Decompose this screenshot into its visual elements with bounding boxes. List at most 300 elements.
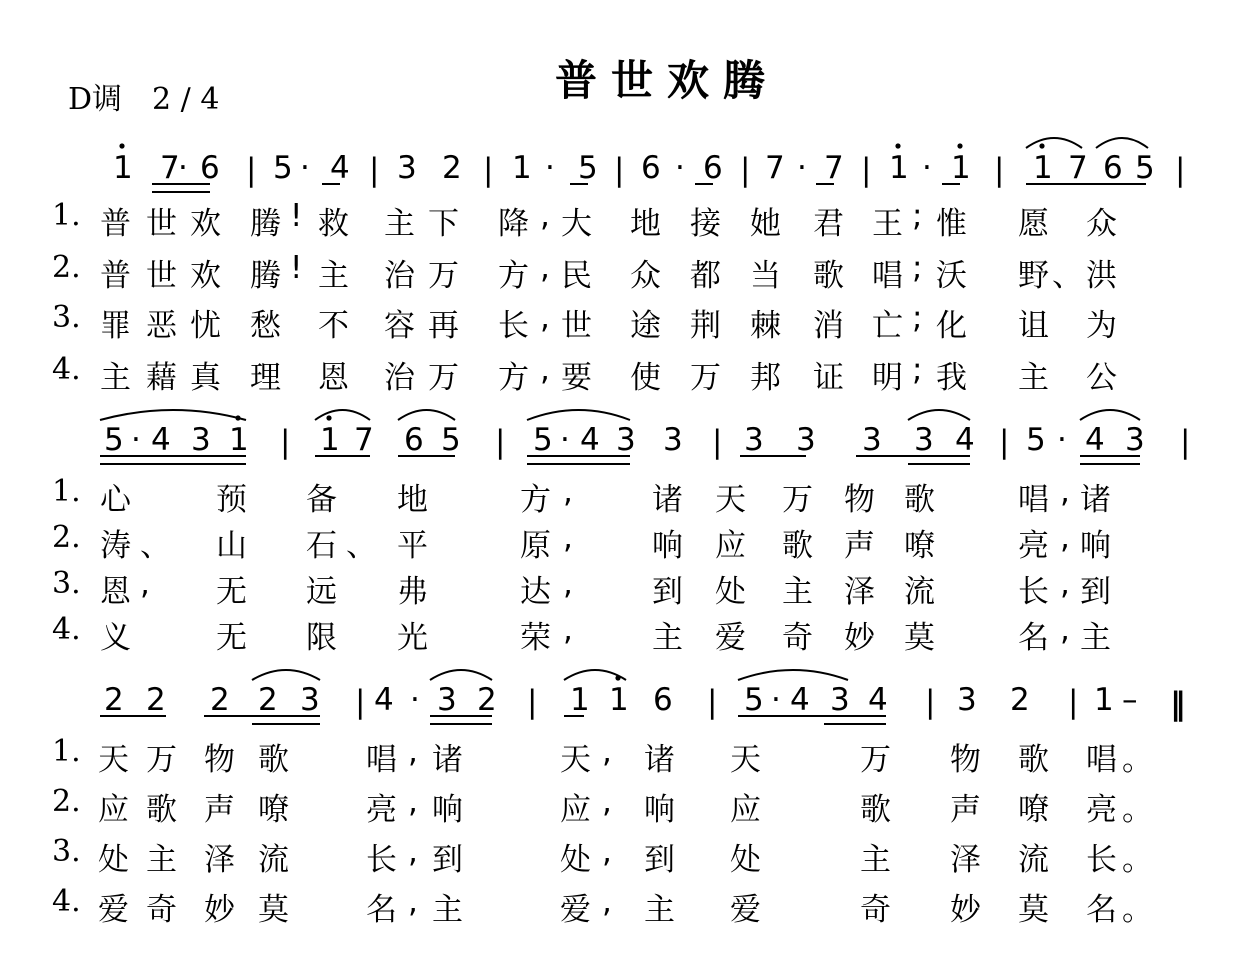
lyric-char: 再 bbox=[428, 308, 459, 344]
note: 5 bbox=[273, 150, 293, 186]
octave-dot bbox=[119, 143, 124, 148]
note: 1 bbox=[512, 150, 532, 186]
note: 3 bbox=[191, 422, 211, 458]
lyric-char: 使 bbox=[630, 360, 661, 396]
lyric-verse-1 bbox=[0, 198, 1238, 242]
lyric-char: , bbox=[540, 250, 550, 286]
lyric-char: 天 bbox=[98, 742, 129, 778]
barline: | bbox=[994, 152, 1005, 188]
note: 3 bbox=[796, 422, 816, 458]
lyric-char: 荣 bbox=[520, 620, 551, 656]
lyric-char: 爱 bbox=[560, 892, 591, 928]
lyric-char: 名 bbox=[1086, 892, 1117, 928]
lyric-char: 处 bbox=[715, 574, 746, 610]
note: 6 bbox=[404, 422, 424, 458]
lyric-char: , bbox=[1060, 612, 1070, 648]
lyric-char: 莫 bbox=[258, 892, 289, 928]
lyric-char: 、 bbox=[346, 528, 377, 564]
lyric-verse-2 bbox=[0, 784, 1238, 828]
lyric-char: 嘹 bbox=[258, 792, 289, 828]
lyric-char: 义 bbox=[100, 620, 131, 656]
note: 6 bbox=[1103, 150, 1123, 186]
lyric-char: 证 bbox=[813, 360, 844, 396]
lyric-char: 主 bbox=[1080, 620, 1111, 656]
lyric-char: 歌 bbox=[860, 792, 891, 828]
lyric-char: 化 bbox=[936, 308, 967, 344]
slur bbox=[527, 410, 630, 420]
note: 1 bbox=[951, 150, 971, 186]
lyric-char: 万 bbox=[146, 742, 177, 778]
lyric-char: 歌 bbox=[1018, 742, 1049, 778]
note: 2 bbox=[258, 682, 278, 718]
verse-number: 3. bbox=[52, 300, 81, 335]
lyric-char: 应 bbox=[98, 792, 129, 828]
note: 2 bbox=[104, 682, 124, 718]
lyric-char: 响 bbox=[644, 792, 675, 828]
lyric-char: 嘹 bbox=[1018, 792, 1049, 828]
lyric-char: 不 bbox=[318, 308, 349, 344]
note: 5 bbox=[1026, 422, 1046, 458]
lyric-verse-1 bbox=[0, 474, 1238, 518]
lyric-char: 万 bbox=[428, 258, 459, 294]
note: 4 bbox=[955, 422, 975, 458]
lyric-char: 世 bbox=[146, 258, 177, 294]
lyric-char: 无 bbox=[216, 574, 247, 610]
lyric-char: 。 bbox=[1122, 792, 1153, 828]
note: 4 bbox=[1085, 422, 1105, 458]
slur bbox=[252, 670, 320, 680]
lyric-char: 诸 bbox=[644, 742, 675, 778]
barline: | bbox=[246, 152, 257, 188]
note: · bbox=[545, 150, 555, 186]
verse-number: 2. bbox=[52, 250, 81, 285]
lyric-char: 消 bbox=[813, 308, 844, 344]
lyric-char: 罪 bbox=[100, 308, 131, 344]
lyric-char: 长 bbox=[1086, 842, 1117, 878]
lyric-char: 奇 bbox=[782, 620, 813, 656]
lyric-char: 长 bbox=[366, 842, 397, 878]
note: · bbox=[560, 422, 570, 458]
lyric-char: 到 bbox=[644, 842, 675, 878]
lyric-char: 我 bbox=[936, 360, 967, 396]
lyric-char: 亮 bbox=[366, 792, 397, 828]
verse-number: 1. bbox=[52, 474, 81, 509]
note: 1 bbox=[889, 150, 909, 186]
lyric-char: ; bbox=[912, 352, 923, 388]
lyric-char: 她 bbox=[750, 206, 781, 242]
octave-dot bbox=[326, 415, 331, 420]
lyric-char: 主 bbox=[782, 574, 813, 610]
lyric-char: 愁 bbox=[250, 308, 281, 344]
barline: | bbox=[495, 424, 506, 460]
note: 5 bbox=[578, 150, 598, 186]
lyric-char: 唱 bbox=[1086, 742, 1117, 778]
note: 7 bbox=[1068, 150, 1088, 186]
octave-dot bbox=[1039, 143, 1044, 148]
lyric-verse-1 bbox=[0, 734, 1238, 778]
lyric-char: 预 bbox=[216, 482, 247, 518]
note: 1 bbox=[1094, 682, 1114, 718]
note: 1 bbox=[609, 682, 629, 718]
lyric-char: 流 bbox=[904, 574, 935, 610]
lyric-char: 唱 bbox=[1018, 482, 1049, 518]
note: 3 bbox=[616, 422, 636, 458]
lyric-char: 腾 bbox=[250, 206, 281, 242]
note: 7 bbox=[354, 422, 374, 458]
note: 2 bbox=[477, 682, 497, 718]
lyric-char: 诅 bbox=[1018, 308, 1049, 344]
lyric-char: 下 bbox=[428, 206, 459, 242]
lyric-char: 应 bbox=[730, 792, 761, 828]
lyric-verse-4 bbox=[0, 352, 1238, 396]
lyric-char: 亮 bbox=[1018, 528, 1049, 564]
lyric-char: , bbox=[540, 352, 550, 388]
lyric-char: 妙 bbox=[950, 892, 981, 928]
slur bbox=[315, 410, 370, 420]
note: 5 bbox=[1135, 150, 1155, 186]
lyric-char: 明 bbox=[872, 360, 903, 396]
note: 3 bbox=[437, 682, 457, 718]
lyric-char: 万 bbox=[428, 360, 459, 396]
verse-number: 1. bbox=[52, 734, 81, 769]
lyric-char: 天 bbox=[560, 742, 591, 778]
lyric-char: 欢 bbox=[190, 206, 221, 242]
lyric-char: 响 bbox=[652, 528, 683, 564]
lyric-char: 长 bbox=[1018, 574, 1049, 610]
lyric-char: 主 bbox=[100, 360, 131, 396]
lyric-char: 治 bbox=[384, 360, 415, 396]
lyric-char: 主 bbox=[432, 892, 463, 928]
lyric-char: 藉 bbox=[146, 360, 177, 396]
lyric-char: 奇 bbox=[146, 892, 177, 928]
lyric-char: 妙 bbox=[204, 892, 235, 928]
lyric-verse-3 bbox=[0, 566, 1238, 610]
staff-3-svg bbox=[0, 668, 1238, 738]
lyric-char: 荆 bbox=[690, 308, 721, 344]
barline: | bbox=[483, 152, 494, 188]
note: · bbox=[300, 150, 310, 186]
lyric-char: 声 bbox=[204, 792, 235, 828]
verse-number: 4. bbox=[52, 612, 81, 647]
lyric-char: 主 bbox=[1018, 360, 1049, 396]
lyric-char: 泽 bbox=[950, 842, 981, 878]
note: · bbox=[797, 150, 807, 186]
note: 6 bbox=[200, 150, 220, 186]
lyric-char: 治 bbox=[384, 258, 415, 294]
lyric-char: 爱 bbox=[98, 892, 129, 928]
lyric-char: 主 bbox=[318, 258, 349, 294]
lyric-char: , bbox=[563, 474, 573, 510]
lyric-char: 欢 bbox=[190, 258, 221, 294]
lyric-char: 奇 bbox=[860, 892, 891, 928]
slur bbox=[1080, 410, 1140, 420]
lyric-char: 方 bbox=[520, 482, 551, 518]
lyric-char: , bbox=[1060, 520, 1070, 556]
octave-dot bbox=[957, 143, 962, 148]
lyric-char: 地 bbox=[397, 482, 428, 518]
lyric-char: 理 bbox=[250, 360, 281, 396]
lyric-char: 都 bbox=[690, 258, 721, 294]
note: 3 bbox=[914, 422, 934, 458]
lyric-char: 亮 bbox=[1086, 792, 1117, 828]
lyric-char: , bbox=[1060, 566, 1070, 602]
lyric-char: 主 bbox=[644, 892, 675, 928]
note: 3 bbox=[957, 682, 977, 718]
lyric-char: 普 bbox=[100, 206, 131, 242]
lyric-char: 方 bbox=[498, 360, 529, 396]
lyric-char: ! bbox=[290, 198, 303, 234]
barline: | bbox=[707, 684, 718, 720]
lyric-char: , bbox=[408, 784, 418, 820]
note: 4 bbox=[374, 682, 394, 718]
staff-3 bbox=[0, 668, 1238, 738]
lyric-char: 主 bbox=[652, 620, 683, 656]
barline: | bbox=[355, 684, 366, 720]
note: – bbox=[1122, 682, 1138, 718]
lyric-char: 物 bbox=[204, 742, 235, 778]
lyric-char: 声 bbox=[950, 792, 981, 828]
note: 1 bbox=[113, 150, 133, 186]
verse-number: 3. bbox=[52, 834, 81, 869]
lyric-char: 涛 bbox=[100, 528, 131, 564]
lyric-char: 愿 bbox=[1018, 206, 1049, 242]
barline: | bbox=[712, 424, 723, 460]
note: 1 bbox=[570, 682, 590, 718]
lyric-char: 处 bbox=[560, 842, 591, 878]
note: 4 bbox=[868, 682, 888, 718]
lyric-char: 到 bbox=[432, 842, 463, 878]
note: 7 bbox=[765, 150, 785, 186]
staff-2 bbox=[0, 408, 1238, 478]
lyric-char: 沃 bbox=[936, 258, 967, 294]
lyric-char: , bbox=[563, 566, 573, 602]
lyric-char: 地 bbox=[630, 206, 661, 242]
lyric-char: 山 bbox=[216, 528, 247, 564]
lyric-verse-4 bbox=[0, 612, 1238, 656]
note: 7 bbox=[824, 150, 844, 186]
staff-1 bbox=[0, 136, 1238, 206]
verse-number: 4. bbox=[52, 884, 81, 919]
lyric-char: ! bbox=[290, 250, 303, 286]
lyric-char: 歌 bbox=[146, 792, 177, 828]
lyric-char: 弗 bbox=[397, 574, 428, 610]
note: 3 bbox=[830, 682, 850, 718]
lyric-char: , bbox=[408, 734, 418, 770]
lyric-char: 万 bbox=[690, 360, 721, 396]
note: 2 bbox=[146, 682, 166, 718]
lyric-char: 世 bbox=[561, 308, 592, 344]
lyric-char: 主 bbox=[860, 842, 891, 878]
lyric-char: 主 bbox=[384, 206, 415, 242]
barline: | bbox=[999, 424, 1010, 460]
lyric-char: 途 bbox=[630, 308, 661, 344]
lyric-char: 歌 bbox=[813, 258, 844, 294]
barline: | bbox=[861, 152, 872, 188]
lyric-char: 众 bbox=[630, 258, 661, 294]
lyric-char: , bbox=[602, 784, 612, 820]
lyric-char: 天 bbox=[730, 742, 761, 778]
lyric-char: 声 bbox=[844, 528, 875, 564]
verse-number: 2. bbox=[52, 784, 81, 819]
lyric-char: 唱 bbox=[366, 742, 397, 778]
lyric-char: 君 bbox=[813, 206, 844, 242]
lyric-char: 诸 bbox=[652, 482, 683, 518]
note: · bbox=[131, 422, 141, 458]
lyric-char: , bbox=[408, 884, 418, 920]
lyric-char: 处 bbox=[98, 842, 129, 878]
lyric-char: 万 bbox=[782, 482, 813, 518]
verse-number: 1. bbox=[52, 198, 81, 233]
lyric-char: 无 bbox=[216, 620, 247, 656]
note: 7 bbox=[160, 150, 180, 186]
song-title: 普世欢腾 bbox=[555, 56, 780, 105]
lyric-char: 心 bbox=[100, 482, 131, 518]
lyric-char: , bbox=[540, 198, 550, 234]
lyric-char: 方 bbox=[498, 258, 529, 294]
lyric-char: 长 bbox=[498, 308, 529, 344]
lyric-char: 石 bbox=[306, 528, 337, 564]
lyric-char: 接 bbox=[690, 206, 721, 242]
lyric-char: 天 bbox=[715, 482, 746, 518]
lyric-char: 光 bbox=[397, 620, 428, 656]
note: 6 bbox=[703, 150, 723, 186]
lyric-char: 嘹 bbox=[904, 528, 935, 564]
barline: | bbox=[527, 684, 538, 720]
lyric-char: 爱 bbox=[730, 892, 761, 928]
lyric-verse-3 bbox=[0, 300, 1238, 344]
lyric-char: 歌 bbox=[258, 742, 289, 778]
lyric-char: 恩 bbox=[100, 574, 131, 610]
lyric-char: 为 bbox=[1086, 308, 1117, 344]
lyric-char: 响 bbox=[1080, 528, 1111, 564]
lyric-char: 到 bbox=[652, 574, 683, 610]
lyric-verse-2 bbox=[0, 250, 1238, 294]
verse-number: 3. bbox=[52, 566, 81, 601]
lyric-char: 响 bbox=[432, 792, 463, 828]
lyric-char: 物 bbox=[844, 482, 875, 518]
lyric-char: 。 bbox=[1122, 892, 1153, 928]
note: 5 bbox=[441, 422, 461, 458]
lyric-char: 众 bbox=[1086, 206, 1117, 242]
lyric-char: 流 bbox=[258, 842, 289, 878]
lyric-char: , bbox=[602, 734, 612, 770]
lyric-char: 达 bbox=[520, 574, 551, 610]
note: 6 bbox=[653, 682, 673, 718]
lyric-char: 物 bbox=[950, 742, 981, 778]
note: · bbox=[410, 682, 420, 718]
lyric-char: 棘 bbox=[750, 308, 781, 344]
lyric-char: 限 bbox=[306, 620, 337, 656]
lyric-char: 恶 bbox=[146, 308, 177, 344]
note: 5 bbox=[104, 422, 124, 458]
lyric-verse-3 bbox=[0, 834, 1238, 878]
lyric-char: 、 bbox=[140, 528, 171, 564]
lyric-char: 惟 bbox=[936, 206, 967, 242]
lyric-char: , bbox=[602, 884, 612, 920]
lyric-char: 歌 bbox=[782, 528, 813, 564]
lyric-char: 大 bbox=[561, 206, 592, 242]
lyric-char: 诸 bbox=[432, 742, 463, 778]
lyric-char: 主 bbox=[146, 842, 177, 878]
lyric-char: 远 bbox=[306, 574, 337, 610]
lyric-char: 亡 bbox=[872, 308, 903, 344]
note: 4 bbox=[790, 682, 810, 718]
lyric-verse-2 bbox=[0, 520, 1238, 564]
lyric-char: 平 bbox=[397, 528, 428, 564]
lyric-char: 世 bbox=[146, 206, 177, 242]
note: 4 bbox=[151, 422, 171, 458]
lyric-char: 、 bbox=[1052, 258, 1083, 294]
lyric-char: ; bbox=[912, 198, 923, 234]
note: 5 bbox=[744, 682, 764, 718]
barline: ‖ bbox=[1170, 686, 1186, 722]
lyric-char: 降 bbox=[498, 206, 529, 242]
lyric-char: 普 bbox=[100, 258, 131, 294]
lyric-char: 当 bbox=[750, 258, 781, 294]
lyric-char: 万 bbox=[860, 742, 891, 778]
note: 5 bbox=[533, 422, 553, 458]
slur bbox=[430, 670, 492, 680]
note: · bbox=[1057, 422, 1067, 458]
lyric-char: , bbox=[140, 566, 150, 602]
lyric-char: 民 bbox=[561, 258, 592, 294]
lyric-char: 恩 bbox=[318, 360, 349, 396]
lyric-char: 要 bbox=[561, 360, 592, 396]
slur bbox=[100, 410, 246, 420]
note: 2 bbox=[210, 682, 230, 718]
lyric-char: 泽 bbox=[204, 842, 235, 878]
note: 4 bbox=[580, 422, 600, 458]
note: · bbox=[675, 150, 685, 186]
lyric-char: 应 bbox=[560, 792, 591, 828]
lyric-char: , bbox=[563, 520, 573, 556]
note: 3 bbox=[397, 150, 417, 186]
slur bbox=[1026, 138, 1082, 148]
lyric-char: 。 bbox=[1122, 842, 1153, 878]
barline: | bbox=[925, 684, 936, 720]
lyric-char: , bbox=[1060, 474, 1070, 510]
barline: | bbox=[614, 152, 625, 188]
lyric-char: 莫 bbox=[1018, 892, 1049, 928]
note: 2 bbox=[1010, 682, 1030, 718]
lyric-char: 名 bbox=[366, 892, 397, 928]
lyric-char: 名 bbox=[1018, 620, 1049, 656]
verse-number: 2. bbox=[52, 520, 81, 555]
barline: | bbox=[1175, 152, 1186, 188]
lyric-char: 诸 bbox=[1080, 482, 1111, 518]
lyric-char: ; bbox=[912, 300, 923, 336]
note: 3 bbox=[744, 422, 764, 458]
lyric-char: 。 bbox=[1122, 742, 1153, 778]
lyric-char: 到 bbox=[1080, 574, 1111, 610]
lyric-char: 忧 bbox=[190, 308, 221, 344]
lyric-char: 邦 bbox=[750, 360, 781, 396]
note: · bbox=[771, 682, 781, 718]
barline: | bbox=[1180, 424, 1191, 460]
lyric-char: 野 bbox=[1018, 258, 1049, 294]
lyric-char: , bbox=[540, 300, 550, 336]
slur bbox=[738, 670, 848, 680]
lyric-char: 备 bbox=[306, 482, 337, 518]
slur bbox=[1096, 138, 1148, 148]
note: 3 bbox=[862, 422, 882, 458]
note: 4 bbox=[330, 150, 350, 186]
lyric-char: 洪 bbox=[1086, 258, 1117, 294]
lyric-char: , bbox=[563, 612, 573, 648]
staff-1-svg bbox=[0, 136, 1238, 206]
lyric-char: 莫 bbox=[904, 620, 935, 656]
lyric-char: 容 bbox=[384, 308, 415, 344]
